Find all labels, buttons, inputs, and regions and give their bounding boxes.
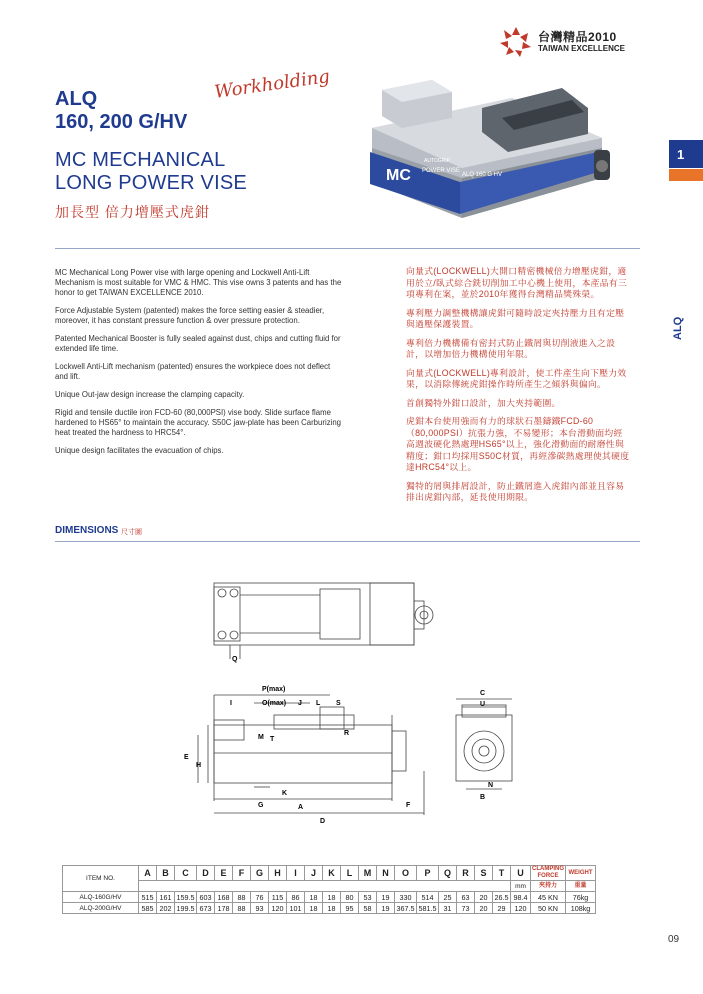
page-number: 09 [668, 934, 680, 945]
cell: 367.5 [396, 903, 415, 913]
paragraph: Rigid and tensile ductile iron FCD-60 (80,000PSI) vise body. Slide surface flame hardened to HS65° to maintain the accuracy. S50C jaw-plate has been Carburizing heat treated the hardness to HRC54°. [55, 408, 341, 437]
label-m: M [258, 734, 264, 741]
model-name: ALQ [55, 88, 98, 110]
spec-table [62, 865, 596, 914]
model-sizes: 160, 200 G/HV [55, 111, 188, 133]
label-r: R [344, 730, 350, 737]
workholding-script: Workholding [213, 66, 332, 103]
photo-line1: POWER VISE [422, 168, 461, 174]
label-p: P(max) [262, 686, 286, 693]
cell: 53 [359, 892, 377, 903]
cell: 19 [377, 892, 395, 903]
cell: 101 [287, 903, 305, 914]
col-header: P [417, 866, 439, 881]
dimension-drawing [170, 575, 530, 835]
cell: 18 [305, 892, 323, 903]
col-header: T [493, 866, 511, 881]
cell: 26.5 [494, 892, 509, 902]
cell: 120 [269, 903, 287, 914]
description-chinese [406, 266, 630, 511]
logo-text-en: TAIWAN EXCELLENCE [538, 44, 625, 53]
col-header: A [139, 866, 157, 881]
cell: 63 [457, 892, 475, 903]
cell: 73 [457, 903, 475, 914]
cell: 168 [215, 892, 233, 903]
unit-label: mm [511, 881, 531, 892]
paragraph: 虎鉗本台使用強而有力的球狀石墨鑄鐵FCD-60（80,000PSI）抗張力強，不易變形；本台滑動面均經高週波硬化熱處理HS65°以上，強化滑動面的耐磨性與精度；鉗口均採用S50C材質，再經滲碳熱處理使其硬度達HRC54°以上。 [406, 416, 630, 472]
taiwan-excellence-logo-icon [498, 25, 534, 59]
cell: 330 [395, 892, 417, 903]
col-header: M [359, 866, 377, 881]
label-h: H [196, 762, 202, 769]
cell: 93 [251, 903, 269, 914]
item-cell: ALQ-160G/HV [63, 892, 139, 903]
col-header: N [377, 866, 395, 881]
paragraph: Unique design facilitates the evacuation of chips. [55, 446, 224, 455]
paragraph: 專利壓力調整機構讓虎鉗可隨時設定夾持壓力且有定壓與過壓保護裝置。 [406, 307, 625, 329]
divider [55, 248, 640, 249]
cell: 199.5 [176, 903, 195, 913]
paragraph: 獨特的屑與排屑設計，防止鐵屑進入虎鉗內部並且容易排出虎鉗內部，延長使用期限。 [406, 480, 625, 502]
side-label: ALQ [672, 316, 684, 340]
paragraph: 向量式(LOCKWELL)專利設計，使工件產生向下壓力效果，以消除傳統虎鉗操作時所產生之傾斜與偏向。 [406, 367, 627, 389]
cell: 18 [305, 903, 323, 914]
item-cell: ALQ-200G/HV [63, 903, 139, 914]
label-u: U [480, 701, 486, 708]
weight-cell: 108kg [566, 903, 596, 914]
cell: 202 [157, 903, 175, 914]
col-header: C [175, 866, 197, 881]
chapter-tab: 1 [669, 140, 703, 168]
col-header: D [197, 866, 215, 881]
label-f: F [406, 802, 411, 809]
label-g: G [258, 802, 264, 809]
cell: 31 [439, 903, 457, 914]
logo-text-cn: 台灣精品2010 [538, 30, 617, 44]
col-header: L [341, 866, 359, 881]
cell: 19 [377, 903, 395, 914]
clamping-header: CLAMPING FORCE [532, 866, 564, 879]
col-header: R [457, 866, 475, 881]
label-n: N [488, 782, 494, 789]
product-photo [362, 68, 612, 226]
description-english [55, 268, 345, 464]
col-header: I [287, 866, 305, 881]
paragraph: 首創獨特外鉗口設計，加大夾持範圍。 [406, 397, 561, 408]
label-q: Q [232, 656, 238, 663]
cell: 514 [417, 892, 439, 903]
cell: 25 [439, 892, 457, 903]
cell: 20 [475, 903, 493, 914]
label-o: O(max) [262, 700, 287, 707]
cell: 29 [493, 903, 511, 914]
cell: 18 [323, 903, 341, 914]
paragraph: Lockwell Anti-Lift mechanism (patented) ensures the workpiece does not deflect and lift. [55, 362, 331, 381]
cell: 161 [157, 892, 175, 903]
label-i: I [230, 700, 232, 707]
weight-header: WEIGHT [566, 866, 596, 881]
table-row [63, 903, 596, 914]
cell: 18 [323, 892, 341, 903]
photo-line2: ALQ 160 G HV [462, 172, 503, 178]
col-header: Q [439, 866, 457, 881]
label-t: T [270, 736, 275, 743]
photo-brand: MC [386, 167, 411, 184]
cell: 673 [197, 903, 215, 914]
col-header: K [323, 866, 341, 881]
cell: 581.5 [418, 903, 437, 913]
paragraph: Force Adjustable System (patented) makes the force setting easier & steadier, moreover, it has constant pressure function & over pressure protection. [55, 306, 325, 325]
label-l: L [316, 700, 321, 707]
label-k: K [282, 790, 288, 797]
col-header: U [511, 866, 531, 881]
title-line-1: MC MECHANICAL [55, 149, 226, 171]
col-header: J [305, 866, 323, 881]
clamping-cell: 45 KN [531, 892, 566, 903]
cell: 603 [197, 892, 215, 903]
cell: 115 [269, 892, 287, 903]
paragraph: 向量式(LOCKWELL)大開口精密機械倍力增壓虎鉗，適用於立/臥式綜合銑切削加工中心機上使用，本產品有三項專利在案，並於2010年獲得台灣精品獎殊榮。 [406, 266, 628, 299]
cell: 88 [233, 903, 251, 914]
cell: 95 [341, 903, 359, 914]
col-header: S [475, 866, 493, 881]
cell: 178 [215, 903, 233, 914]
cell: 585 [139, 903, 157, 914]
cell: 120 [511, 903, 531, 914]
cell: 58 [359, 903, 377, 914]
title-chinese: 加長型 倍力增壓式虎鉗 [55, 204, 210, 220]
label-c: C [480, 690, 486, 697]
clamping-cell: 50 KN [531, 903, 566, 914]
weight-header-cn: 重量 [566, 881, 596, 892]
label-e: E [184, 754, 189, 761]
label-d: D [320, 818, 326, 825]
cell: 159.5 [176, 892, 195, 902]
col-header: H [269, 866, 287, 881]
dimensions-title-cn: 尺寸圖 [121, 529, 142, 536]
label-s: S [336, 700, 341, 707]
col-header: G [251, 866, 269, 881]
label-a: A [298, 804, 304, 811]
label-b: B [480, 794, 486, 801]
divider [55, 541, 640, 542]
cell: 98.4 [511, 892, 531, 903]
paragraph: Unique Out-jaw design increase the clamping capacity. [55, 390, 245, 399]
label-j: J [298, 700, 302, 707]
clamping-header-cn: 夾持力 [531, 881, 566, 892]
col-header: E [215, 866, 233, 881]
table-header-row [63, 866, 596, 881]
col-header: O [395, 866, 417, 881]
title-line-2: LONG POWER VISE [55, 172, 247, 194]
table-row [63, 892, 596, 903]
weight-cell: 76kg [566, 892, 596, 903]
cell: 515 [139, 892, 157, 903]
item-header: ITEM NO. [63, 866, 139, 892]
cell: 20 [475, 892, 493, 903]
paragraph: Patented Mechanical Booster is fully sealed against dust, chips and cutting fluid for extended life time. [55, 334, 341, 353]
cell: 76 [251, 892, 269, 903]
col-header: B [157, 866, 175, 881]
cell: 88 [233, 892, 251, 903]
dimensions-title: DIMENSIONS [55, 525, 119, 536]
paragraph: 專利倍力機構備有密封式防止鐵屑與切削液進入之設計，以增加倍力機構使用年限。 [406, 337, 616, 359]
paragraph: MC Mechanical Long Power vise with large opening and Lockwell Anti-Lift Mechanism is most suitable for VMC & HMC. This vise owns 3 patents and has the honor to get TAIWAN EXCELLENCE 2010. [55, 268, 342, 297]
col-header: F [233, 866, 251, 881]
chapter-tab-accent [669, 169, 703, 181]
cell: 86 [287, 892, 305, 903]
cell: 80 [341, 892, 359, 903]
table-subheader-row [63, 881, 596, 892]
photo-plate: AUTOGRIP [424, 158, 451, 164]
